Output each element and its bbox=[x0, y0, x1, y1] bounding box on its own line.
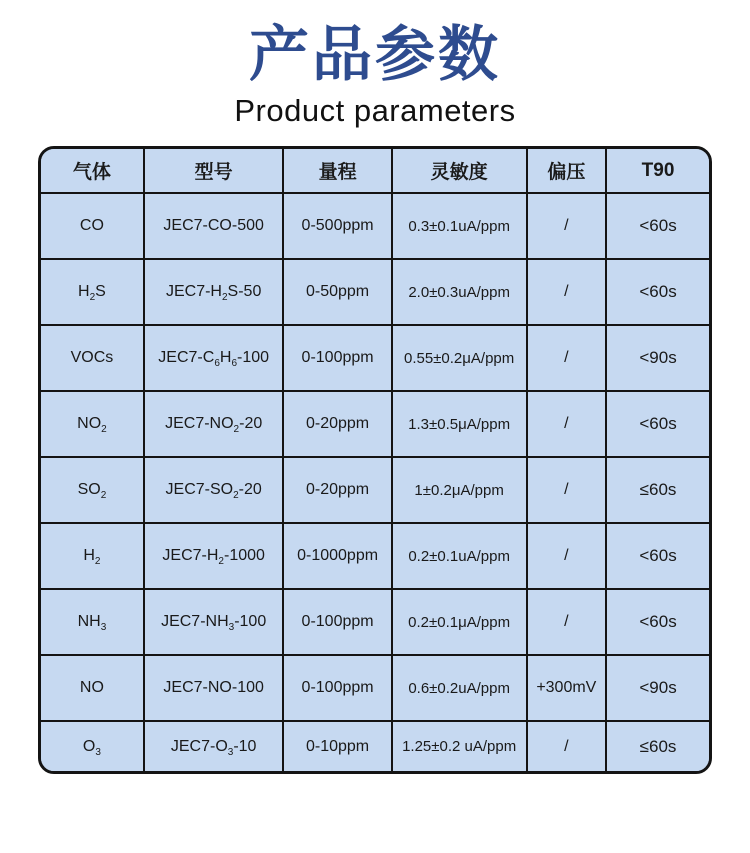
text-segment: JEC7-H bbox=[162, 547, 219, 564]
text-segment: H bbox=[83, 547, 95, 564]
bias-cell: +300mV bbox=[527, 655, 606, 721]
table-body bbox=[41, 193, 709, 771]
bias-cell: / bbox=[527, 259, 606, 325]
gas-cell bbox=[41, 193, 144, 259]
subscript: 3 bbox=[95, 746, 101, 758]
gas-cell bbox=[41, 391, 144, 457]
table-row bbox=[41, 391, 709, 457]
t90-cell: <60s bbox=[606, 391, 709, 457]
model-cell bbox=[144, 589, 284, 655]
gas-cell bbox=[41, 655, 144, 721]
text-segment: -1000 bbox=[223, 547, 265, 564]
table-row bbox=[41, 457, 709, 523]
range-cell: 0-20ppm bbox=[283, 457, 391, 523]
text-segment: S-50 bbox=[227, 283, 262, 300]
sensitivity-cell: 1.3±0.5μA/ppm bbox=[392, 391, 527, 457]
bias-cell: / bbox=[527, 589, 606, 655]
col-header-sensitivity: 灵敏度 bbox=[392, 149, 527, 193]
subscript: 2 bbox=[101, 424, 107, 436]
model-cell bbox=[144, 721, 284, 771]
text-segment: -100 bbox=[237, 349, 270, 366]
subscript: 2 bbox=[89, 292, 96, 304]
subscript: 6 bbox=[231, 358, 237, 370]
table-row bbox=[41, 589, 709, 655]
gas-cell bbox=[41, 523, 144, 589]
text-segment: NH bbox=[77, 613, 101, 630]
text-segment: S bbox=[95, 283, 106, 300]
page-title: 产品参数 bbox=[249, 21, 501, 88]
subscript: 2 bbox=[233, 424, 240, 436]
text-segment: CO bbox=[79, 217, 104, 234]
col-header-model: 型号 bbox=[144, 149, 284, 193]
table-row bbox=[41, 325, 709, 391]
range-cell: 0-500ppm bbox=[283, 193, 391, 259]
subscript: 2 bbox=[94, 556, 101, 568]
gas-cell bbox=[41, 457, 144, 523]
range-cell: 0-1000ppm bbox=[283, 523, 391, 589]
range-cell: 0-100ppm bbox=[283, 589, 391, 655]
parameters-table-grid bbox=[41, 149, 709, 771]
page-subtitle: Product parameters bbox=[234, 93, 516, 128]
text-segment: -20 bbox=[238, 481, 262, 498]
text-segment: O bbox=[82, 737, 96, 755]
table-row bbox=[41, 523, 709, 589]
bias-cell: / bbox=[527, 457, 606, 523]
t90-cell: <60s bbox=[606, 259, 709, 325]
header-row bbox=[41, 149, 709, 193]
model-cell bbox=[144, 259, 284, 325]
subscript: 2 bbox=[218, 556, 224, 568]
subscript: 6 bbox=[214, 358, 220, 370]
subscript: 2 bbox=[100, 490, 107, 502]
gas-cell bbox=[41, 325, 144, 391]
range-cell: 0-50ppm bbox=[283, 259, 391, 325]
text-segment: JEC7-H bbox=[165, 283, 222, 300]
model-cell bbox=[144, 193, 284, 259]
model-cell bbox=[144, 457, 284, 523]
range-cell: 0-100ppm bbox=[283, 655, 391, 721]
col-header-t90: T90 bbox=[606, 149, 709, 193]
t90-cell: ≤60s bbox=[606, 457, 709, 523]
col-header-bias: 偏压 bbox=[527, 149, 606, 193]
text-segment: JEC7-O bbox=[170, 737, 228, 755]
text-segment: H bbox=[219, 349, 232, 366]
range-cell: 0-10ppm bbox=[283, 721, 391, 771]
gas-cell bbox=[41, 721, 144, 771]
subscript: 3 bbox=[228, 622, 235, 634]
sensitivity-cell: 2.0±0.3uA/ppm bbox=[392, 259, 527, 325]
bias-cell: / bbox=[527, 523, 606, 589]
text-segment: JEC7-C bbox=[158, 349, 215, 366]
sensitivity-cell: 0.55±0.2μA/ppm bbox=[392, 325, 527, 391]
table-row bbox=[41, 259, 709, 325]
bias-cell: / bbox=[527, 391, 606, 457]
table-row bbox=[41, 721, 709, 771]
text-segment: H bbox=[78, 283, 90, 300]
t90-cell: <60s bbox=[606, 193, 709, 259]
table-row bbox=[41, 193, 709, 259]
model-cell bbox=[144, 523, 284, 589]
text-segment: -10 bbox=[233, 737, 257, 755]
t90-cell: <60s bbox=[606, 589, 709, 655]
text-segment: JEC7-NH bbox=[161, 613, 229, 630]
bias-cell: / bbox=[527, 193, 606, 259]
model-cell bbox=[144, 655, 284, 721]
text-segment: JEC7-NO bbox=[165, 415, 234, 432]
t90-cell: <90s bbox=[606, 655, 709, 721]
text-segment: -20 bbox=[239, 415, 263, 432]
range-cell: 0-20ppm bbox=[283, 391, 391, 457]
subscript: 3 bbox=[227, 746, 234, 758]
sensitivity-cell: 0.3±0.1uA/ppm bbox=[392, 193, 527, 259]
subscript: 3 bbox=[100, 622, 107, 634]
gas-cell bbox=[41, 589, 144, 655]
bias-cell: / bbox=[527, 325, 606, 391]
text-segment: SO bbox=[77, 481, 101, 498]
model-cell bbox=[144, 391, 284, 457]
page-header bbox=[0, 0, 750, 129]
model-cell bbox=[144, 325, 284, 391]
t90-cell: <60s bbox=[606, 523, 709, 589]
range-cell: 0-100ppm bbox=[283, 325, 391, 391]
sensitivity-cell: 1±0.2μA/ppm bbox=[392, 457, 527, 523]
t90-cell: ≤60s bbox=[606, 721, 709, 771]
text-segment: NO bbox=[77, 415, 102, 432]
table-row bbox=[41, 655, 709, 721]
text-segment: JEC7-CO-500 bbox=[163, 217, 264, 234]
text-segment: -100 bbox=[234, 613, 267, 630]
subscript: 2 bbox=[221, 292, 228, 304]
text-segment: JEC7-NO-100 bbox=[163, 679, 264, 696]
parameters-table bbox=[38, 146, 712, 774]
col-header-gas: 气体 bbox=[41, 149, 144, 193]
text-segment: NO bbox=[79, 679, 104, 696]
gas-cell bbox=[41, 259, 144, 325]
col-header-range: 量程 bbox=[283, 149, 391, 193]
text-segment: VOCs bbox=[70, 349, 114, 366]
sensitivity-cell: 0.6±0.2uA/ppm bbox=[392, 655, 527, 721]
subscript: 2 bbox=[233, 490, 239, 502]
t90-cell: <90s bbox=[606, 325, 709, 391]
text-segment: JEC7-SO bbox=[165, 481, 234, 498]
bias-cell: / bbox=[527, 721, 606, 771]
sensitivity-cell: 0.2±0.1uA/ppm bbox=[392, 523, 527, 589]
sensitivity-cell: 1.25±0.2 uA/ppm bbox=[392, 721, 527, 771]
sensitivity-cell: 0.2±0.1μA/ppm bbox=[392, 589, 527, 655]
